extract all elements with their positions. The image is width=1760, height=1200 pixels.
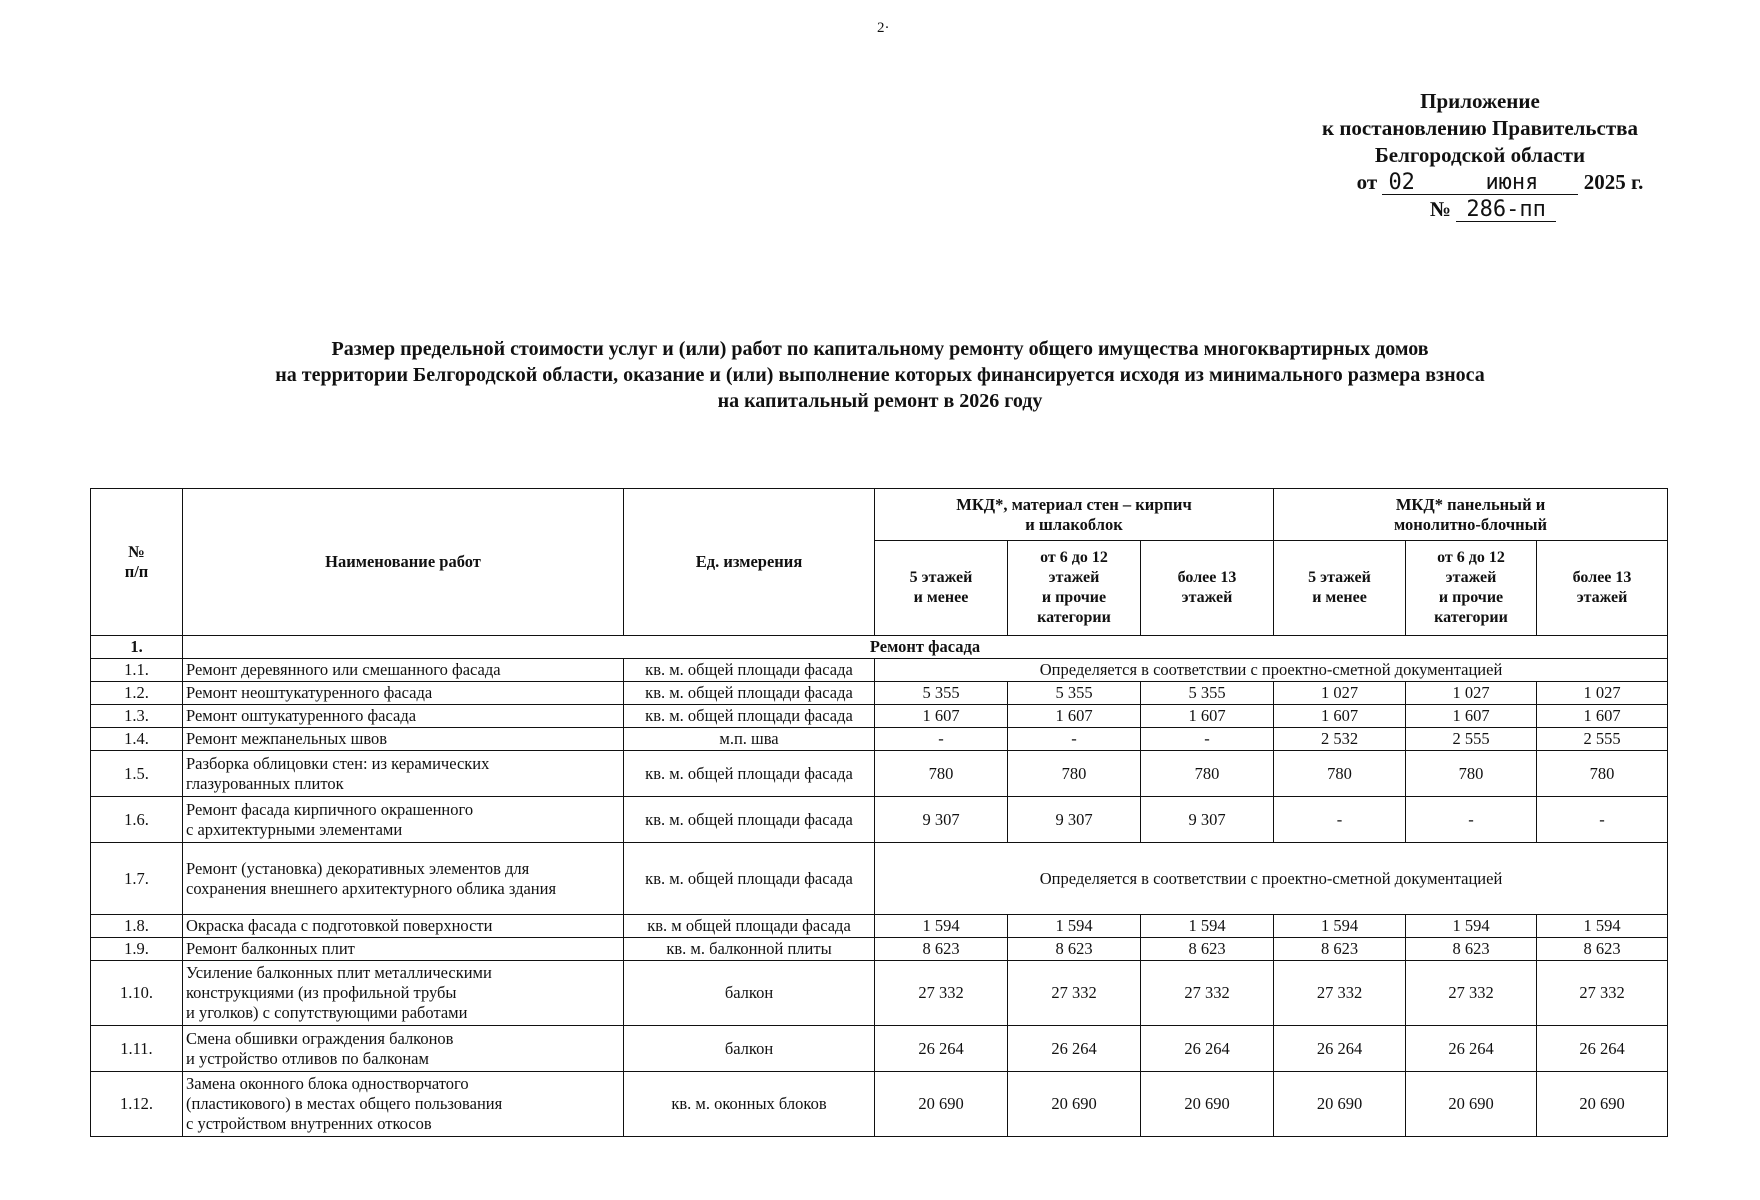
price-cell: 26 264 — [875, 1026, 1008, 1072]
table-row — [91, 1072, 1668, 1137]
table-row — [91, 961, 1668, 1026]
rates-table — [90, 488, 1668, 1137]
header-group-panel: МКД* панельный и монолитно-блочный — [1274, 489, 1668, 541]
price-cell: - — [1274, 797, 1406, 843]
work-name: Ремонт неоштукатуренного фасада — [183, 682, 624, 705]
table-row — [91, 705, 1668, 728]
price-cell: 27 332 — [1274, 961, 1406, 1026]
price-cell: 8 623 — [1406, 938, 1537, 961]
price-cell: 1 607 — [1537, 705, 1668, 728]
price-cell: 9 307 — [875, 797, 1008, 843]
work-name: Смена обшивки ограждения балконов и устройство отливов по балконам — [183, 1026, 624, 1072]
table-body — [91, 636, 1668, 1137]
title-line-2: на территории Белгородской области, оказание и (или) выполнение которых финансируется исходя из минимального размера взноса — [275, 364, 1485, 386]
price-cell: - — [1537, 797, 1668, 843]
table-row — [91, 682, 1668, 705]
row-number: 1.1. — [91, 659, 183, 682]
price-cell: 27 332 — [1008, 961, 1141, 1026]
merged-note: Определяется в соответствии с проектно-сметной документацией — [875, 843, 1668, 915]
price-cell: 8 623 — [1537, 938, 1668, 961]
page-number: 2· — [877, 20, 890, 36]
price-cell: 1 594 — [1141, 915, 1274, 938]
price-cell: 27 332 — [875, 961, 1008, 1026]
unit-of-measure: кв. м. общей площади фасада — [624, 797, 875, 843]
header-sub-brick-5-less: 5 этажей и менее — [875, 541, 1008, 636]
title-line-1: Размер предельной стоимости услуг и (или) работ по капитальному ремонту общего имущества многоквартирных домов — [331, 338, 1429, 360]
header-unit: Ед. измерения — [624, 489, 875, 636]
title-line-3: на капитальный ремонт в 2026 году — [717, 390, 1043, 412]
table-row — [91, 797, 1668, 843]
price-cell: 20 690 — [1406, 1072, 1537, 1137]
work-name: Замена оконного блока одностворчатого (пластикового) в местах общего пользования с устройством внутренних откосов — [183, 1072, 624, 1137]
price-cell: 780 — [1537, 751, 1668, 797]
price-cell: 1 607 — [1406, 705, 1537, 728]
section-row — [91, 636, 1668, 659]
price-cell: 8 623 — [1008, 938, 1141, 961]
price-cell: 8 623 — [1141, 938, 1274, 961]
price-cell: - — [1406, 797, 1537, 843]
row-number: 1.11. — [91, 1026, 183, 1072]
price-cell: 1 027 — [1274, 682, 1406, 705]
price-cell: 26 264 — [1274, 1026, 1406, 1072]
header-num: № п/п — [91, 489, 183, 636]
header-sub-brick-6-12: от 6 до 12 этажей и прочие категории — [1008, 541, 1141, 636]
price-cell: 1 594 — [875, 915, 1008, 938]
price-cell: 1 607 — [875, 705, 1008, 728]
date-prefix: от — [1356, 170, 1378, 194]
price-cell: 2 532 — [1274, 728, 1406, 751]
price-cell: 1 027 — [1406, 682, 1537, 705]
price-cell: - — [1141, 728, 1274, 751]
unit-of-measure: кв. м. общей площади фасада — [624, 705, 875, 728]
price-cell: 26 264 — [1141, 1026, 1274, 1072]
unit-of-measure: кв. м. общей площади фасада — [624, 682, 875, 705]
price-cell: 1 607 — [1274, 705, 1406, 728]
date-year: 2025 г. — [1583, 170, 1644, 194]
number-handwritten: 286-пп — [1456, 199, 1556, 222]
price-cell: 27 332 — [1141, 961, 1274, 1026]
row-number: 1.10. — [91, 961, 183, 1026]
price-cell: 8 623 — [875, 938, 1008, 961]
price-cell: 27 332 — [1537, 961, 1668, 1026]
number-prefix: № — [1429, 197, 1451, 221]
price-cell: 1 594 — [1406, 915, 1537, 938]
work-name: Разборка облицовки стен: из керамических глазурованных плиток — [183, 751, 624, 797]
work-name: Ремонт фасада кирпичного окрашенного с архитектурными элементами — [183, 797, 624, 843]
price-cell: 1 027 — [1537, 682, 1668, 705]
unit-of-measure: кв. м. общей площади фасада — [624, 843, 875, 915]
appendix-line-1: Приложение — [1420, 89, 1540, 113]
date-month: июня — [1485, 170, 1539, 195]
merged-note: Определяется в соответствии с проектно-сметной документацией — [875, 659, 1668, 682]
unit-of-measure: кв. м. балконной плиты — [624, 938, 875, 961]
work-name: Ремонт (установка) декоративных элементов для сохранения внешнего архитектурного облика здания — [183, 843, 624, 915]
price-cell: 780 — [1141, 751, 1274, 797]
date-handwritten — [1382, 172, 1578, 195]
price-cell: 27 332 — [1406, 961, 1537, 1026]
price-cell: 1 607 — [1008, 705, 1141, 728]
row-number: 1.4. — [91, 728, 183, 751]
price-cell: 1 594 — [1274, 915, 1406, 938]
price-cell: 20 690 — [1141, 1072, 1274, 1137]
unit-of-measure: кв. м общей площади фасада — [624, 915, 875, 938]
appendix-line-3: Белгородской области — [1374, 143, 1586, 167]
header-name: Наименование работ — [183, 489, 624, 636]
price-cell: 5 355 — [875, 682, 1008, 705]
row-number: 1.7. — [91, 843, 183, 915]
row-number: 1.5. — [91, 751, 183, 797]
appendix-number — [1306, 196, 1680, 223]
price-cell: 780 — [1008, 751, 1141, 797]
price-cell: 1 594 — [1008, 915, 1141, 938]
price-cell: 20 690 — [1274, 1072, 1406, 1137]
document-title — [100, 336, 1660, 414]
section-number: 1. — [91, 636, 183, 659]
work-name: Усиление балконных плит металлическими конструкциями (из профильной трубы и уголков) с сопутствующими работами — [183, 961, 624, 1026]
price-cell: 20 690 — [875, 1072, 1008, 1137]
price-cell: 26 264 — [1406, 1026, 1537, 1072]
work-name: Ремонт оштукатуренного фасада — [183, 705, 624, 728]
table-row — [91, 915, 1668, 938]
section-title: Ремонт фасада — [183, 636, 1668, 659]
price-cell: 8 623 — [1274, 938, 1406, 961]
price-cell: 5 355 — [1008, 682, 1141, 705]
price-cell: 20 690 — [1008, 1072, 1141, 1137]
header-sub-brick-13-more: более 13 этажей — [1141, 541, 1274, 636]
row-number: 1.12. — [91, 1072, 183, 1137]
table-row — [91, 751, 1668, 797]
row-number: 1.3. — [91, 705, 183, 728]
appendix-block — [1280, 88, 1680, 223]
unit-of-measure: м.п. шва — [624, 728, 875, 751]
header-group-brick: МКД*, материал стен – кирпич и шлакоблок — [875, 489, 1274, 541]
price-cell: 780 — [875, 751, 1008, 797]
work-name: Ремонт балконных плит — [183, 938, 624, 961]
unit-of-measure: балкон — [624, 1026, 875, 1072]
price-cell: 2 555 — [1406, 728, 1537, 751]
price-cell: 9 307 — [1141, 797, 1274, 843]
price-cell: - — [875, 728, 1008, 751]
table-row — [91, 1026, 1668, 1072]
price-cell: - — [1008, 728, 1141, 751]
work-name: Ремонт межпанельных швов — [183, 728, 624, 751]
price-cell: 1 594 — [1537, 915, 1668, 938]
appendix-line-2: к постановлению Правительства — [1321, 116, 1639, 140]
price-cell: 26 264 — [1537, 1026, 1668, 1072]
row-number: 1.6. — [91, 797, 183, 843]
header-sub-panel-13-more: более 13 этажей — [1537, 541, 1668, 636]
table-row — [91, 938, 1668, 961]
header-sub-panel-6-12: от 6 до 12 этажей и прочие категории — [1406, 541, 1537, 636]
work-name: Окраска фасада с подготовкой поверхности — [183, 915, 624, 938]
date-day: 02 — [1388, 170, 1415, 195]
price-cell: 1 607 — [1141, 705, 1274, 728]
price-cell: 780 — [1274, 751, 1406, 797]
unit-of-measure: балкон — [624, 961, 875, 1026]
table-header — [91, 489, 1668, 636]
row-number: 1.9. — [91, 938, 183, 961]
work-name: Ремонт деревянного или смешанного фасада — [183, 659, 624, 682]
price-cell: 5 355 — [1141, 682, 1274, 705]
table-row — [91, 728, 1668, 751]
unit-of-measure: кв. м. общей площади фасада — [624, 751, 875, 797]
unit-of-measure: кв. м. общей площади фасада — [624, 659, 875, 682]
table-row — [91, 659, 1668, 682]
price-cell: 20 690 — [1537, 1072, 1668, 1137]
unit-of-measure: кв. м. оконных блоков — [624, 1072, 875, 1137]
price-cell: 780 — [1406, 751, 1537, 797]
price-cell: 9 307 — [1008, 797, 1141, 843]
row-number: 1.2. — [91, 682, 183, 705]
table-row — [91, 843, 1668, 915]
price-cell: 26 264 — [1008, 1026, 1141, 1072]
row-number: 1.8. — [91, 915, 183, 938]
header-sub-panel-5-less: 5 этажей и менее — [1274, 541, 1406, 636]
appendix-date — [1320, 169, 1680, 196]
price-cell: 2 555 — [1537, 728, 1668, 751]
